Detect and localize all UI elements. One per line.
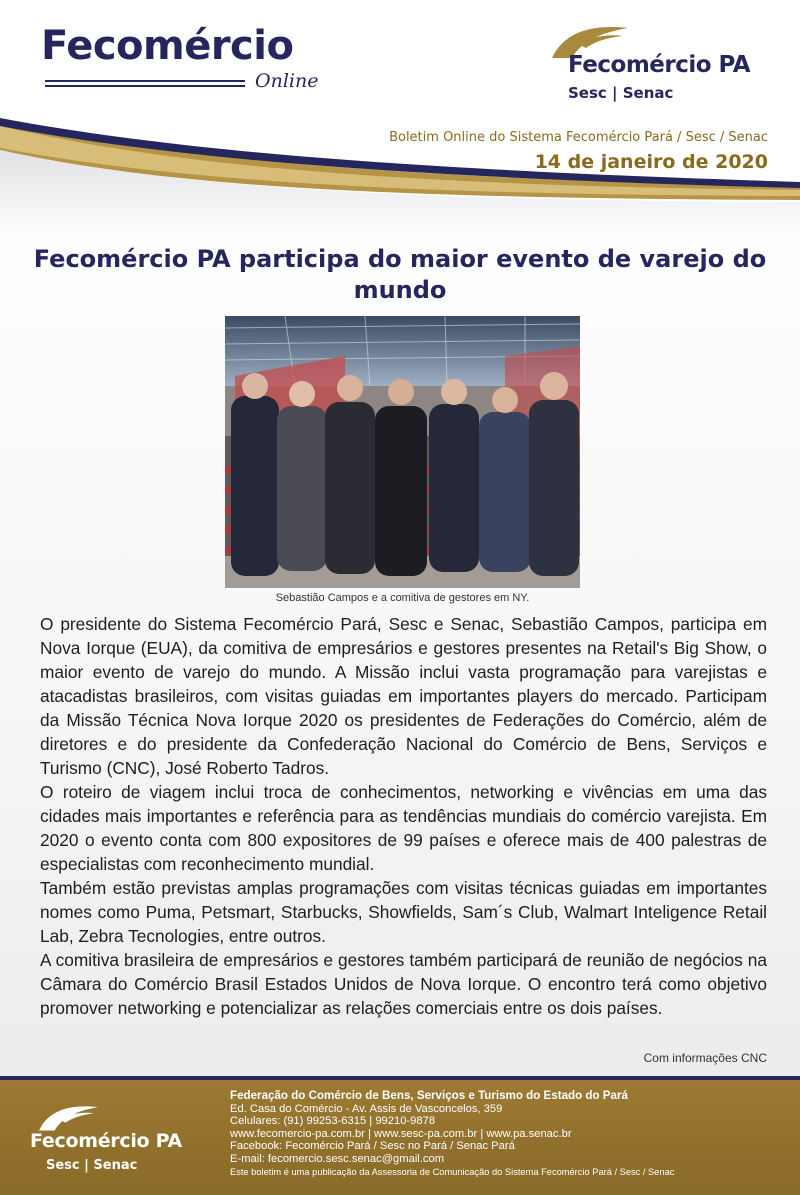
- logo-rule: [45, 80, 245, 82]
- footer-note: Este boletim é uma publicação da Assessoria de Comunicação do Sistema Fecomércio Pará / Sesc / Senac: [230, 1166, 675, 1177]
- logo-rule: [45, 85, 245, 87]
- fecomercio-pa-logo: [548, 22, 778, 112]
- fecomercio-online-logo: [41, 22, 341, 94]
- photo-caption: Sebastião Campos e a comitiva de gestores em NY.: [275, 592, 530, 604]
- article-paragraph: Também estão previstas amplas programações com visitas técnicas guiadas em importantes nomes como Puma, Petsmart, Starbucks, Showfields, Sam´s Club, Walmart Inteligence Retail Lab, Zebra Tecnologies, entre outros.: [40, 878, 767, 946]
- article-photo: [225, 316, 580, 588]
- footer-logo-brand: Fecomércio PA: [30, 1130, 182, 1152]
- footer-logo: [30, 1102, 210, 1182]
- article-paragraph: O presidente do Sistema Fecomércio Pará, Sesc e Senac, Sebastião Campos, participa em Nova Iorque (EUA), da comitiva de empresários e gestores presentes na Retail's Big Show, o maior evento de varejo do mundo. A Missão inclui vasta programação para varejistas e atacadistas brasileiros, com visitas guiadas em importantes players do mercado. Participam da Missão Técnica Nova Iorque 2020 os presidentes de Federações do Comércio, além de diretores e do presidente da Confederação Nacional do Comércio de Bens, Serviços e Turismo (CNC), José Roberto Tadros.: [40, 614, 767, 778]
- logo-tagline: Online: [255, 70, 319, 92]
- footer-websites[interactable]: www.fecomercio-pa.com.br | www.sesc-pa.com.br | www.pa.senac.br: [230, 1127, 572, 1140]
- bulletin-label: Boletim Online do Sistema Fecomércio Pará / Sesc / Senac: [389, 130, 768, 145]
- footer-email[interactable]: E-mail: fecomercio.sesc.senac@gmail.com: [230, 1152, 445, 1165]
- footer-facebook[interactable]: Facebook: Fecomércio Pará / Sesc no Pará / Senac Pará: [230, 1140, 515, 1153]
- footer-phones: Celulares: (91) 99253-6315 | 99210-9878: [230, 1115, 436, 1128]
- article-body: [40, 612, 767, 1020]
- logo-word: Fecomércio: [41, 23, 294, 69]
- article-paragraph: O roteiro de viagem inclui troca de conhecimentos, networking e vivências em uma das cidades mais importantes e referência para as tendências mundiais do comércio varejista. Em 2020 o evento conta com 800 expositores de 99 países e oferece mais de 400 palestras de especialistas com reconhecimento mundial.: [40, 782, 767, 874]
- footer-address: Ed. Casa do Comércio - Av. Assis de Vasconcelos, 359: [230, 1102, 503, 1115]
- footer: [0, 1076, 800, 1195]
- footer-org: Federação do Comércio de Bens, Serviços e Turismo do Estado do Pará: [230, 1089, 628, 1102]
- article-paragraph: A comitiva brasileira de empresários e gestores também participará de reunião de negócios na Câmara do Comércio Brasil Estados Unidos de Nova Iorque. O encontro terá como objetivo promover networking e potencializar as relações comerciais entre os dois países.: [40, 950, 767, 1018]
- article-title: Fecomércio PA participa do maior evento de varejo do mundo: [33, 245, 767, 304]
- logo-sub: Sesc | Senac: [568, 84, 674, 102]
- issue-date: 14 de janeiro de 2020: [534, 151, 768, 173]
- source-note: Com informações CNC: [643, 1051, 767, 1065]
- logo-brand: Fecomércio PA: [568, 52, 751, 78]
- footer-contact: [230, 1090, 790, 1178]
- footer-logo-sub: Sesc | Senac: [46, 1158, 138, 1173]
